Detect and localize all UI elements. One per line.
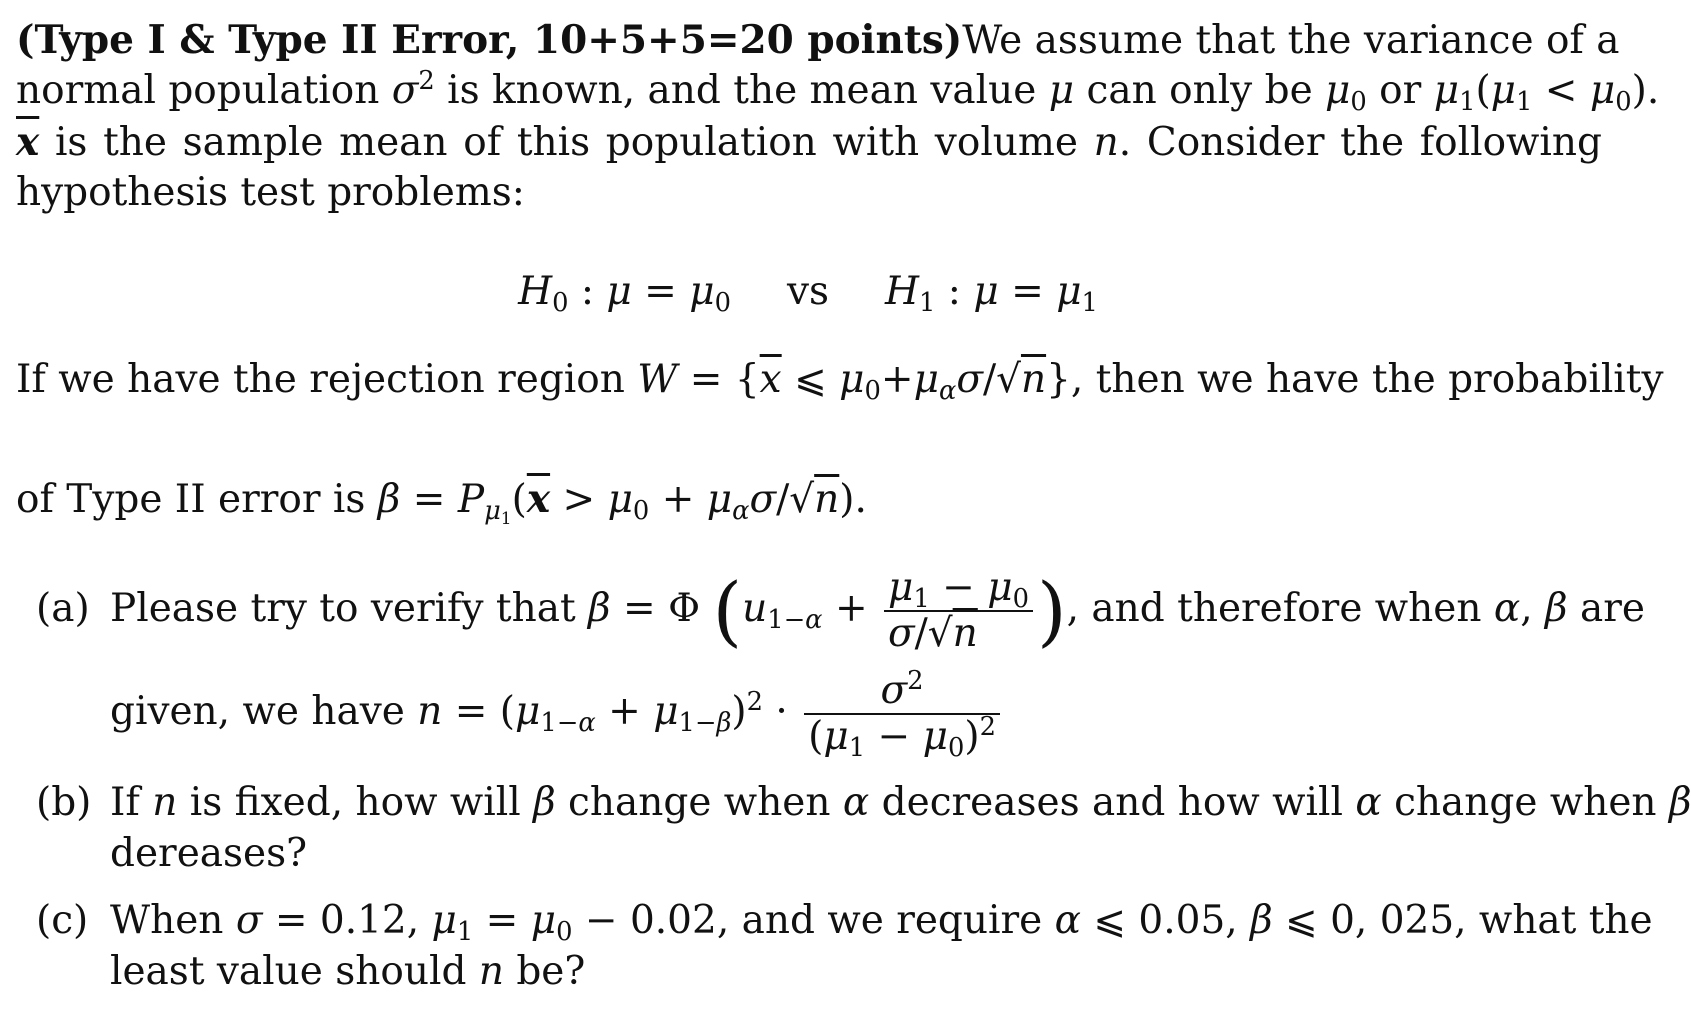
part-a-text: given, we have [110, 689, 418, 734]
part-c-line-1: When σ = 0.12, $\mu_1 = \mu_0 - 0.02$, and we require α ⩽ 0.05, β ⩽ 0, 025, what the [110, 898, 1653, 948]
intro-line-1 [16, 16, 1620, 65]
part-c-text: When [110, 898, 236, 943]
intro-text: is known, and the mean value [434, 68, 1049, 113]
rejection-text: If we have the rejection region [16, 357, 638, 402]
part-b-text: If [110, 780, 153, 825]
intro-text: normal population [16, 68, 392, 113]
part-c-text: least value should [110, 949, 479, 994]
part-a-line-2: given, we have $n = (\mu_{1-\alpha} + \mu_{1-\beta})^2$ · $\frac{\sigma^2}{(\mu_1 - \mu_0)^2}$ [110, 664, 1602, 760]
intro-text: can only be [1074, 68, 1326, 113]
part-a-line-1: Please try to verify that β = Φ ($u_{1-\alpha}$ + $\frac{\mu_1 - \mu_0}{\sigma/√n}$ ), and therefore when α, β are [110, 565, 1645, 656]
part-b-line-1: If n is fixed, how will β change when α decreases and how will α change when β [110, 780, 1691, 825]
intro-line-3: $\overline{x}$ is the sample mean of this population with volume n. Consider the following [16, 119, 1602, 165]
rejection-text: , then we have the probability [1070, 357, 1664, 402]
part-c-text: , and we require [716, 898, 1055, 943]
intro-text: or [1366, 68, 1434, 113]
part-a-text: , and therefore when [1066, 586, 1494, 631]
part-c-label: (c) [36, 898, 89, 943]
part-c-text: , what the [1454, 898, 1653, 943]
part-c-text: be? [503, 949, 586, 994]
hypothesis-display: $H_0$ : $\mu = \mu_0$ vs $H_1$ : $\mu = \mu_1$ [518, 269, 1098, 319]
intro-text: is the sample mean of this population with volume [39, 120, 1094, 165]
part-b-text: decreases and how will [869, 780, 1356, 825]
rejection-region-line: If we have the rejection region $W = \{\overline{x}$ ⩽ $\mu_0+\mu_\alpha\sigma/√n$}, then we have the probability [16, 357, 1664, 407]
intro-text: hypothesis test problems: [16, 170, 525, 215]
intro-line-4 [16, 169, 1602, 217]
part-b-line-2 [110, 830, 1602, 878]
type2-error-line: of Type II error is $\beta = P_{\mu_1}(\overline{x} > \mu_0 + \mu_\alpha\sigma/√n)$. [16, 476, 867, 529]
type2-text: of Type II error is [16, 477, 378, 522]
part-a-text: are [1567, 586, 1645, 631]
part-b-text: is fixed, how will [177, 780, 534, 825]
part-b-label: (b) [36, 780, 92, 825]
part-a-text: Please try to verify that [110, 586, 589, 631]
intro-text: We assume that the variance of a [962, 18, 1620, 63]
intro-line-2: normal population $\sigma^2$ is known, and the mean value μ can only be $\mu_0$ or $\mu_1(\mu_1 < \mu_0)$. [16, 65, 1660, 118]
part-a-label: (a) [36, 586, 90, 631]
part-b-text: change when [555, 780, 843, 825]
part-c-line-2: least value should n be? [110, 949, 586, 994]
vs-label: vs [786, 269, 830, 314]
problem-title: (Type I & Type II Error, 10+5+5=20 points) [16, 17, 963, 63]
part-b-text: dereases? [110, 831, 308, 876]
intro-text: . Consider the following [1118, 120, 1602, 165]
part-b-text: change when [1381, 780, 1669, 825]
